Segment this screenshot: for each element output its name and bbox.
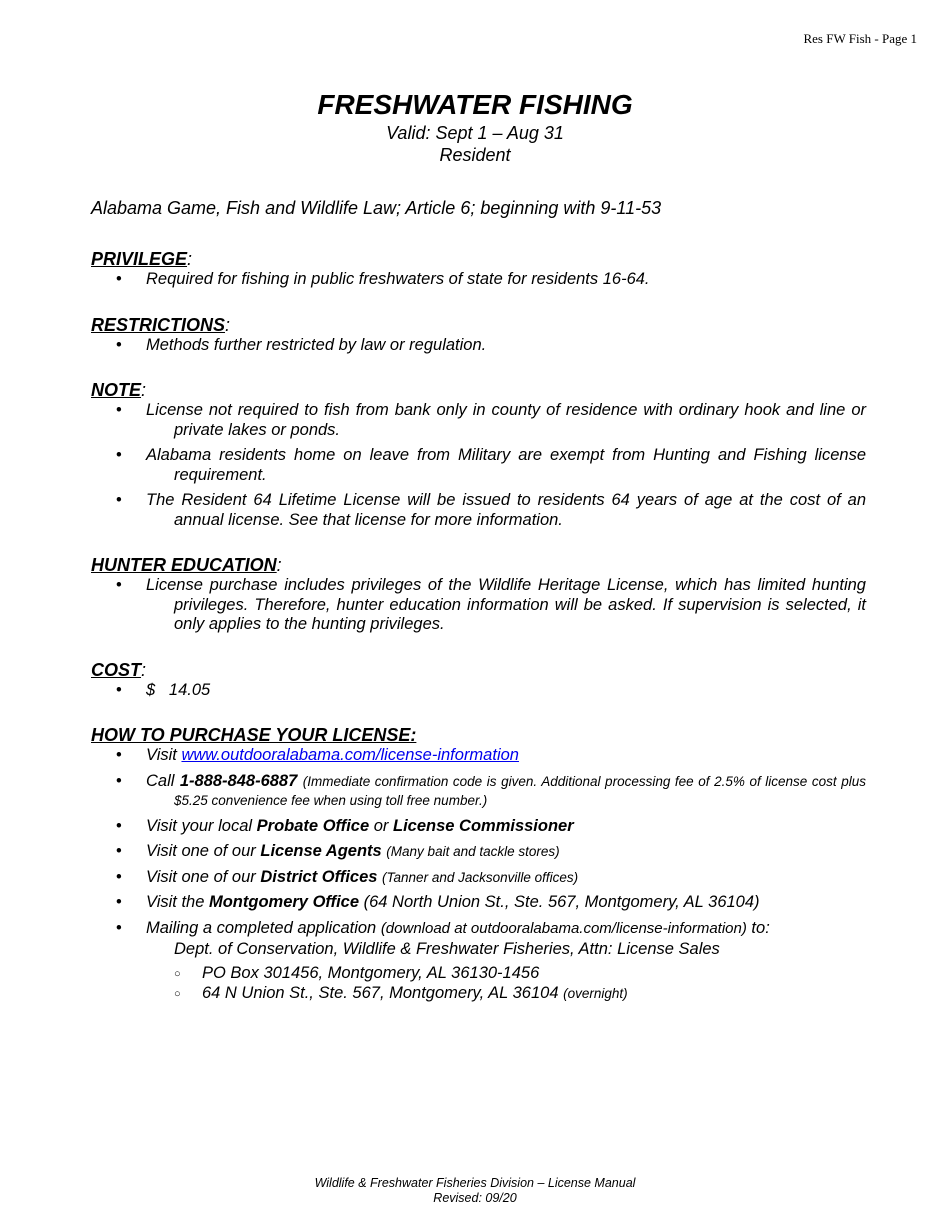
- title-block: [0, 88, 950, 166]
- mail-department: Dept. of Conservation, Wildlife & Freshwater Fisheries, Attn: License Sales: [174, 940, 720, 958]
- mail-note: (download at outdooralabama.com/license-information): [380, 919, 747, 937]
- mail-prefix: Mailing a completed application: [146, 918, 381, 937]
- phone-number: 1-888-848-6887: [179, 771, 298, 790]
- agents-prefix: Visit one of our: [146, 842, 261, 860]
- purchase-item-district: [91, 868, 866, 888]
- website-link[interactable]: www.outdooralabama.com/license-information: [181, 746, 519, 764]
- montgomery-office: Montgomery Office: [208, 893, 360, 911]
- note-item: • License not required to fish from bank only in county of residence with ordinary hook and line or private lakes or ponds.: [91, 401, 866, 440]
- note-heading: NOTE:: [91, 380, 147, 400]
- agents-note: (Many bait and tackle stores): [386, 844, 560, 859]
- note-item: • The Resident 64 Lifetime License will be issued to residents 64 years of age at the cost of an annual license. See that license for more information.: [91, 491, 866, 530]
- license-agents: License Agents: [260, 842, 382, 860]
- law-reference: Alabama Game, Fish and Wildlife Law; Article 6; beginning with 9-11-53: [91, 198, 662, 218]
- purchase-item-probate: [91, 817, 866, 837]
- cost-list: [91, 681, 866, 701]
- mail-address-text: PO Box 301456, Montgomery, AL 36130-1456: [202, 963, 540, 982]
- probate-or: or: [369, 816, 393, 835]
- montgomery-prefix: Visit the: [146, 893, 209, 911]
- page-title: FRESHWATER FISHING: [317, 89, 633, 120]
- note-list: [91, 401, 866, 530]
- mail-to: to:: [746, 918, 770, 937]
- mail-address-text: 64 N Union St., Ste. 567, Montgomery, AL 36104: [202, 983, 564, 1002]
- hunter-education-item: • License purchase includes privileges of the Wildlife Heritage License, which has limited hunting privileges. Therefore, hunter education information will be asked. If supervision is selected, it only applies to the hunting privileges.: [91, 576, 866, 635]
- license-commissioner: License Commissioner: [393, 816, 574, 835]
- footer: [0, 1176, 950, 1206]
- purchase-item-mail: [91, 919, 866, 1004]
- mail-address-note: (overnight): [563, 985, 628, 1001]
- purchase-item-agents: [91, 842, 866, 862]
- call-note: (Immediate confirmation code is given. Additional processing fee of 2.5% of license cost plus $5.25 convenience fee when using toll free number.): [174, 773, 866, 808]
- probate-prefix: Visit your local: [146, 816, 257, 835]
- valid-period: Valid: Sept 1 – Aug 31: [386, 123, 564, 143]
- purchase-item-website: [91, 746, 866, 766]
- content: [91, 196, 866, 1028]
- footer-line-2: Revised: 09/20: [433, 1191, 517, 1205]
- restrictions-item: • Methods further restricted by law or regulation.: [91, 336, 866, 356]
- purchase-list: [91, 746, 866, 1004]
- restrictions-list: [91, 336, 866, 356]
- residency: Resident: [439, 145, 511, 165]
- cost-heading-text: COST: [91, 659, 142, 680]
- purchase-item-phone: [91, 772, 866, 811]
- purchase-item-montgomery: [91, 893, 866, 913]
- hunter-education-heading: HUNTER EDUCATION:: [91, 555, 282, 575]
- note-heading-text: NOTE: [91, 380, 142, 400]
- probate-office: Probate Office: [256, 816, 370, 835]
- hunter-education-heading-text: HUNTER EDUCATION: [91, 555, 277, 575]
- montgomery-address: (64 North Union St., Ste. 567, Montgomery, AL 36104): [359, 893, 760, 911]
- call-prefix: Call: [146, 771, 180, 790]
- privilege-item: • Required for fishing in public freshwaters of state for residents 16-64.: [91, 270, 866, 290]
- mail-address-list: [174, 963, 866, 1004]
- mail-address-item: [174, 963, 866, 983]
- district-note: (Tanner and Jacksonville offices): [382, 869, 579, 885]
- cost-heading: COST:: [91, 659, 147, 680]
- footer-line-1: Wildlife & Freshwater Fisheries Division – License Manual: [314, 1176, 636, 1190]
- mail-address-item: [174, 983, 866, 1004]
- restrictions-heading-text: RESTRICTIONS: [91, 314, 226, 335]
- restrictions-heading: RESTRICTIONS:: [91, 314, 231, 335]
- cost-value: • $ 14.05: [91, 681, 866, 701]
- privilege-list: [91, 270, 866, 290]
- hunter-education-list: [91, 576, 866, 635]
- visit-prefix: Visit: [146, 746, 182, 764]
- district-offices: District Offices: [260, 867, 378, 886]
- purchase-heading: HOW TO PURCHASE YOUR LICENSE:: [91, 725, 417, 745]
- district-prefix: Visit one of our: [146, 867, 261, 886]
- note-item: • Alabama residents home on leave from Military are exempt from Hunting and Fishing license requirement.: [91, 446, 866, 485]
- privilege-heading-text: PRIVILEGE: [91, 249, 188, 269]
- privilege-heading: PRIVILEGE:: [91, 249, 193, 269]
- page-label: Res FW Fish - Page 1: [803, 31, 917, 46]
